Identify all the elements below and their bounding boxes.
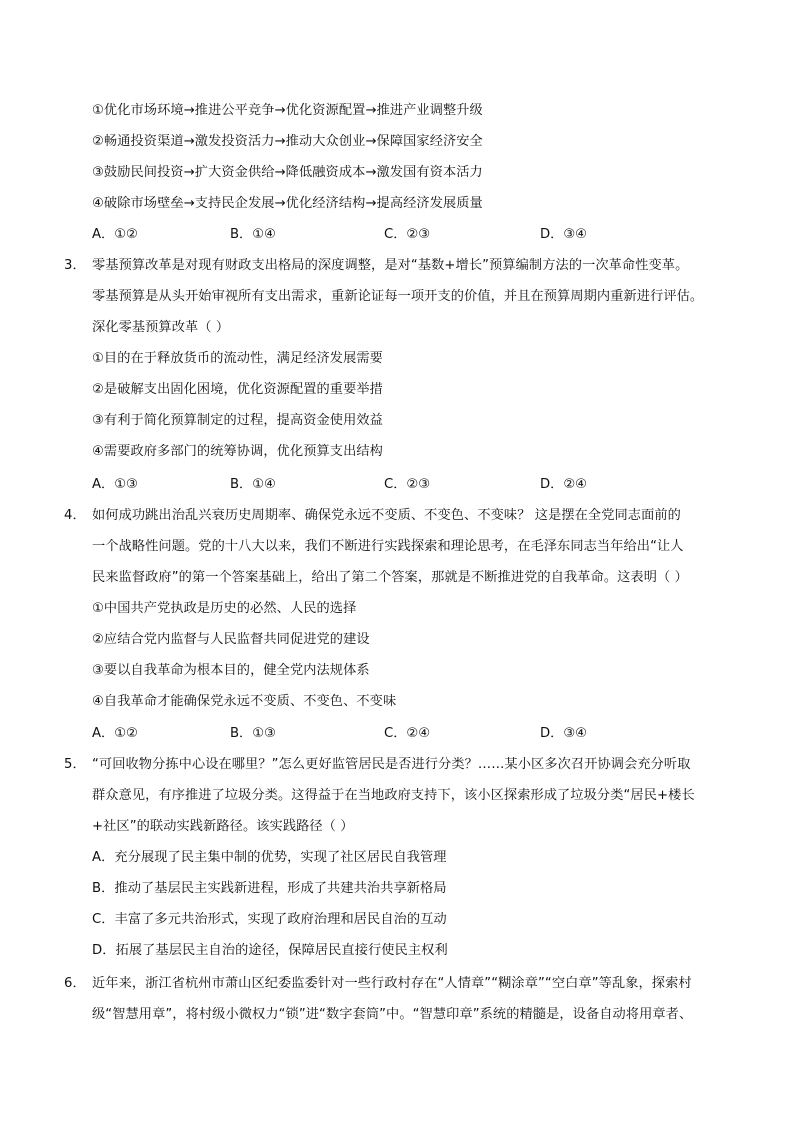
q5-stem-line-1: “可回收物分拣中心设在哪里？”怎么更好监管居民是否进行分类？……某小区多次召开协调会充分听取 — [92, 757, 691, 772]
q5-option-a: A．充分展现了民主集中制的优势，实现了社区居民自我管理 — [92, 850, 447, 865]
q6-stem-line-2: 级“智慧用章”，将村级小微权力“锁”进“数字套筒”中。“智慧印章”系统的精髓是，设备自动将用章者、 — [92, 1007, 693, 1022]
q4-item-2: ②应结合党内监督与人民监督共同促进党的建设 — [92, 632, 370, 647]
q2-option-b: B．①④ — [230, 227, 276, 242]
q3-stem-line-3: 深化零基预算改革（ ） — [92, 320, 230, 335]
q4-option-c: C．②④ — [384, 726, 431, 741]
q3-item-2: ②是破解支出固化困境，优化资源配置的重要举措 — [92, 382, 383, 397]
q4-item-1: ①中国共产党执政是历史的必然、人民的选择 — [92, 601, 357, 616]
q3-option-a: A．①③ — [92, 477, 138, 492]
q6-number: 6． — [64, 976, 86, 991]
q4-stem-line-3: 民来监督政府”的第一个答案基础上，给出了第二个答案，那就是不断推进党的自我革命。这表明（ ） — [92, 570, 688, 585]
q5-number: 5． — [64, 757, 86, 772]
q2-option-c: C．②③ — [384, 227, 431, 242]
q3-option-b: B．①④ — [230, 477, 276, 492]
q6-stem-line-1: 近年来，浙江省杭州市萧山区纪委监委针对一些行政村存在“人情章”“糊涂章”“空白章”等乱象，探索村 — [92, 976, 692, 991]
q4-stem-line-1: 如何成功跳出治乱兴衰历史周期率、确保党永远不变质、不变色、不变味？ 这是摆在全党同志面前的 — [92, 508, 681, 523]
q3-option-c: C．②③ — [384, 477, 431, 492]
q5-option-b: B．推动了基层民主实践新进程，形成了共建共治共享新格局 — [92, 881, 447, 896]
q3-item-3: ③有利于简化预算制定的过程，提高资金使用效益 — [92, 413, 383, 428]
q3-item-4: ④需要政府多部门的统筹协调，优化预算支出结构 — [92, 444, 383, 459]
q5-option-c: C．丰富了多元共治形式，实现了政府治理和居民自治的互动 — [92, 912, 447, 927]
q2-item-3: ③鼓励民间投资→扩大资金供给→降低融资成本→激发国有资本活力 — [92, 165, 483, 180]
q2-item-4: ④破除市场壁垒→支持民企发展→优化经济结构→提高经济发展质量 — [92, 196, 483, 211]
q3-stem-line-1: 零基预算改革是对现有财政支出格局的深度调整，是对“基数+增长”预算编制方法的一次革命性变革。 — [92, 258, 689, 273]
q2-item-1: ①优化市场环境→推进公平竞争→优化资源配置→推进产业调整升级 — [92, 103, 483, 118]
q3-option-d: D．②④ — [540, 477, 587, 492]
q4-item-4: ④自我革命才能确保党永远不变质、不变色、不变味 — [92, 694, 397, 709]
q2-option-a: A．①② — [92, 227, 138, 242]
q5-option-d: D．拓展了基层民主自治的途径，保障居民直接行使民主权利 — [92, 943, 448, 958]
q5-stem-line-2: 群众意见，有序推进了垃圾分类。这得益于在当地政府支持下，该小区探索形成了垃圾分类“居民+楼长 — [92, 788, 695, 803]
q4-item-3: ③要以自我革命为根本目的，健全党内法规体系 — [92, 663, 370, 678]
q4-number: 4． — [64, 508, 86, 523]
q2-option-d: D．③④ — [540, 227, 587, 242]
q3-item-1: ①目的在于释放货币的流动性，满足经济发展需要 — [92, 351, 383, 366]
q4-option-d: D．③④ — [540, 726, 587, 741]
q4-stem-line-2: 一个战略性问题。党的十八大以来，我们不断进行实践探索和理论思考，在毛泽东同志当年给出“让人 — [92, 539, 684, 554]
q5-stem-line-3: +社区”的联动实践新路径。该实践路径（ ） — [92, 819, 354, 834]
q3-number: 3． — [64, 258, 86, 273]
q4-option-b: B．①③ — [230, 726, 276, 741]
q2-item-2: ②畅通投资渠道→激发投资活力→推动大众创业→保障国家经济安全 — [92, 134, 483, 149]
q3-stem-line-2: 零基预算是从头开始审视所有支出需求，重新论证每一项开支的价值，并且在预算周期内重新进行评估。 — [92, 289, 704, 304]
q4-option-a: A．①② — [92, 726, 138, 741]
